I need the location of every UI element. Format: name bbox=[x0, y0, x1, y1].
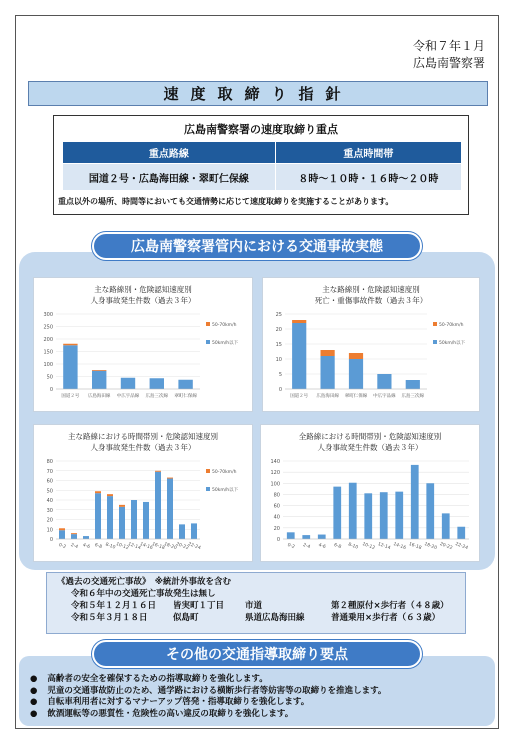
bar-under50 bbox=[191, 523, 197, 539]
y-tick-label: 40 bbox=[46, 498, 53, 504]
x-tick-label: 20-22 bbox=[438, 541, 453, 552]
bar-over50 bbox=[95, 491, 101, 493]
legend-swatch-over50 bbox=[433, 322, 437, 326]
legend-swatch-under50 bbox=[433, 340, 437, 344]
legend-swatch-under50 bbox=[206, 487, 210, 491]
x-tick-label: 中広宇品線 bbox=[116, 394, 140, 399]
bar-over50 bbox=[71, 533, 77, 534]
x-tick-label: 12-14 bbox=[127, 541, 142, 552]
bullet-item: ● 自転車利用者に対するマナーアップ啓発・指導取締りを強化します。 bbox=[30, 697, 386, 709]
y-tick-label: 100 bbox=[43, 362, 53, 368]
x-tick-label: 中広宇品線 bbox=[373, 394, 396, 399]
bar-under50 bbox=[167, 479, 173, 539]
legend-label-under50: 50km/h以下 bbox=[212, 488, 239, 493]
bar-over50 bbox=[59, 528, 65, 530]
chart-title-4: 全路線における時間帯別・危険認知速度別 bbox=[298, 432, 442, 441]
y-tick-label: 10 bbox=[46, 527, 53, 534]
section-banner-accidents: 広島南警察署管内における交通事故実態 bbox=[92, 232, 422, 260]
chart-svg bbox=[34, 278, 252, 411]
bar-under50 bbox=[150, 378, 164, 389]
bar-under50 bbox=[377, 374, 391, 389]
bar-over50 bbox=[349, 353, 363, 359]
y-tick-label: 60 bbox=[273, 503, 280, 510]
y-tick-label: 250 bbox=[43, 324, 53, 331]
bar-under50 bbox=[406, 380, 420, 389]
x-tick-label: 0-2 bbox=[286, 542, 296, 551]
bar-over50 bbox=[321, 350, 335, 356]
fatal-place: 似島町 bbox=[173, 613, 199, 623]
chart-svg bbox=[263, 278, 479, 411]
bar-under50 bbox=[302, 535, 310, 539]
bar-under50 bbox=[121, 378, 135, 389]
legend-swatch-under50 bbox=[206, 340, 210, 344]
fatal-road: 市道 bbox=[245, 601, 263, 611]
bar-under50 bbox=[442, 513, 450, 539]
y-tick-label: 40 bbox=[273, 514, 280, 521]
bar-over50 bbox=[63, 344, 77, 346]
x-tick-label: 広島海田線 bbox=[87, 394, 111, 399]
x-tick-label: 広島海田線 bbox=[316, 394, 339, 399]
bar-over50 bbox=[119, 505, 125, 507]
bar-under50 bbox=[131, 500, 137, 539]
bar-under50 bbox=[349, 483, 357, 539]
x-tick-label: 18-20 bbox=[423, 541, 438, 552]
y-tick-label: 5 bbox=[278, 372, 282, 378]
x-tick-label: 12-14 bbox=[376, 541, 391, 552]
bar-under50 bbox=[292, 323, 306, 389]
y-tick-label: 150 bbox=[43, 349, 53, 356]
bullet-item: ● 児童の交通事故防止のため、通学路における横断歩行者等妨害等の取締りを推進します。 bbox=[30, 686, 386, 698]
x-tick-label: 22-24 bbox=[454, 541, 469, 552]
bar-over50 bbox=[92, 370, 106, 371]
bar-over50 bbox=[292, 320, 306, 323]
bar-under50 bbox=[287, 532, 295, 539]
y-tick-label: 10 bbox=[275, 357, 282, 363]
bar-under50 bbox=[71, 534, 77, 539]
bar-under50 bbox=[63, 345, 77, 389]
bullet-item: ● 高齢者の安全を確保するための指導取締りを強化します。 bbox=[30, 674, 386, 686]
legend-label-over50: 50-70km/h bbox=[212, 470, 237, 475]
x-tick-label: 18-20 bbox=[163, 541, 178, 552]
y-tick-label: 0 bbox=[276, 537, 280, 543]
x-tick-label: 10-12 bbox=[115, 541, 130, 552]
bar-under50 bbox=[457, 527, 465, 539]
y-tick-label: 60 bbox=[46, 478, 53, 485]
chart-route-injury bbox=[33, 277, 253, 412]
y-tick-label: 30 bbox=[46, 507, 53, 514]
fatal-place: 皆実町１丁目 bbox=[173, 601, 225, 611]
y-tick-label: 140 bbox=[270, 459, 280, 465]
y-tick-label: 20 bbox=[46, 517, 53, 524]
y-tick-label: 50 bbox=[46, 374, 53, 381]
fatal-row bbox=[57, 612, 455, 624]
y-tick-label: 0 bbox=[49, 387, 53, 393]
section-banner-other: その他の交通指導取締り要点 bbox=[92, 640, 422, 668]
header-time: 重点時間帯 bbox=[275, 142, 461, 164]
x-tick-label: 16-18 bbox=[407, 541, 422, 552]
y-tick-label: 80 bbox=[273, 492, 280, 499]
y-tick-label: 100 bbox=[270, 481, 280, 488]
x-tick-label: 6-8 bbox=[333, 542, 342, 551]
focus-box bbox=[53, 115, 469, 215]
x-tick-label: 2-4 bbox=[302, 542, 311, 551]
x-tick-label: 広島三次線 bbox=[145, 394, 169, 399]
fatal-date: 令和５年１２月１６日 bbox=[71, 601, 157, 611]
y-tick-label: 120 bbox=[270, 470, 280, 477]
x-tick-label: 翠町仁保線 bbox=[174, 394, 197, 399]
bar-under50 bbox=[95, 493, 101, 539]
bar-under50 bbox=[107, 496, 113, 539]
x-tick-label: 2-4 bbox=[69, 542, 79, 551]
fatal-heading: 《過去の交通死亡事故》 ※統計外事故を含む bbox=[57, 577, 232, 587]
y-tick-label: 80 bbox=[46, 459, 53, 465]
x-tick-label: 6-8 bbox=[93, 542, 103, 551]
bar-under50 bbox=[179, 524, 185, 539]
bar-under50 bbox=[143, 502, 149, 539]
y-tick-label: 20 bbox=[275, 327, 282, 333]
y-tick-label: 15 bbox=[275, 342, 282, 348]
legend-label-over50: 50-70km/h bbox=[212, 323, 237, 328]
x-tick-label: 14-16 bbox=[139, 541, 154, 552]
chart-time-main bbox=[33, 424, 253, 562]
bullet-list bbox=[30, 674, 386, 720]
bar-under50 bbox=[333, 487, 341, 539]
x-tick-label: 8-10 bbox=[104, 542, 116, 551]
chart-svg bbox=[261, 425, 479, 561]
bullet-item: ● 飲酒運転等の悪質性・危険性の高い違反の取締りを強化します。 bbox=[30, 709, 386, 721]
focus-note: 重点以外の場所、時間等においても交通情勢に応じて速度取締りを実施することがあります。 bbox=[58, 197, 394, 206]
date-text: 令和７年１月 bbox=[412, 39, 485, 53]
bar-under50 bbox=[59, 530, 65, 539]
focus-route: 国道２号・広島海田線・翠町仁保線 bbox=[63, 164, 276, 191]
date-block bbox=[413, 38, 485, 72]
x-tick-label: 20-22 bbox=[175, 541, 190, 552]
bar-under50 bbox=[411, 465, 419, 539]
station-name: 広島南警察署 bbox=[412, 56, 485, 70]
focus-time: ８時～１０時・１６時～２０時 bbox=[275, 164, 461, 191]
bar-under50 bbox=[178, 380, 192, 389]
bar-over50 bbox=[107, 494, 113, 496]
bar-over50 bbox=[155, 471, 161, 472]
y-tick-label: 25 bbox=[275, 312, 282, 318]
y-tick-label: 0 bbox=[49, 537, 53, 543]
x-tick-label: 8-10 bbox=[347, 542, 359, 551]
fatal-road: 県道広島海田線 bbox=[245, 613, 305, 623]
bar-under50 bbox=[349, 359, 363, 389]
chart-title-1: 主な路線別・危険認知速度別 bbox=[94, 285, 192, 294]
focus-title: 広島南警察署の速度取締り重点 bbox=[184, 123, 338, 136]
focus-table bbox=[62, 141, 462, 191]
legend-swatch-over50 bbox=[206, 469, 210, 473]
fatal-detail: 第２種原付×歩行者（４８歳） bbox=[331, 601, 449, 611]
y-tick-label: 50 bbox=[46, 488, 53, 495]
bar-under50 bbox=[318, 535, 326, 539]
fatal-date: 令和５年３月１８日 bbox=[71, 613, 148, 623]
chart-subtitle-1: 人身事故発生件数（過去３年） bbox=[90, 296, 196, 305]
header-route: 重点路線 bbox=[63, 142, 276, 164]
chart-subtitle-3: 人身事故発生件数（過去３年） bbox=[90, 443, 196, 452]
y-tick-label: 0 bbox=[278, 387, 282, 393]
x-tick-label: 0-2 bbox=[57, 542, 67, 551]
x-tick-label: 国道２号 bbox=[61, 394, 80, 399]
x-tick-label: 翠町仁保線 bbox=[344, 394, 368, 399]
y-tick-label: 20 bbox=[273, 525, 280, 532]
legend-label-under50: 50km/h以下 bbox=[439, 341, 466, 346]
x-tick-label: 4-6 bbox=[317, 542, 327, 551]
bar-under50 bbox=[395, 492, 403, 539]
legend-swatch-over50 bbox=[206, 322, 210, 326]
x-tick-label: 10-12 bbox=[361, 541, 376, 552]
chart-svg bbox=[34, 425, 252, 561]
y-tick-label: 70 bbox=[46, 468, 53, 475]
bar-under50 bbox=[364, 493, 372, 539]
chart-subtitle-4: 人身事故発生件数（過去３年） bbox=[317, 443, 423, 452]
bar-under50 bbox=[380, 492, 388, 539]
x-tick-label: 14-16 bbox=[392, 541, 407, 552]
bar-under50 bbox=[92, 371, 106, 389]
x-tick-label: 16-18 bbox=[151, 541, 166, 552]
chart-time-all bbox=[260, 424, 480, 562]
bar-over50 bbox=[167, 478, 173, 479]
x-tick-label: 22-24 bbox=[187, 541, 202, 552]
x-tick-label: 広島三次線 bbox=[401, 394, 425, 399]
fatal-none-text: 令和６年中の交通死亡事故発生は無し bbox=[71, 589, 216, 599]
bar-under50 bbox=[83, 536, 89, 539]
bar-under50 bbox=[426, 483, 434, 539]
x-tick-label: 国道２号 bbox=[290, 394, 309, 399]
bar-under50 bbox=[119, 507, 125, 539]
page-title: 速度取締り指針 bbox=[28, 81, 488, 106]
y-tick-label: 200 bbox=[43, 337, 53, 343]
legend-label-over50: 50-70km/h bbox=[439, 323, 464, 328]
chart-route-fatal bbox=[262, 277, 480, 412]
chart-subtitle-2: 死亡・重傷事故件数（過去３年） bbox=[314, 296, 428, 305]
y-tick-label: 300 bbox=[43, 312, 53, 318]
fatal-detail: 普通乗用×歩行者（６３歳） bbox=[331, 613, 441, 623]
bar-under50 bbox=[155, 472, 161, 539]
chart-title-2: 主な路線別・危険認知速度別 bbox=[322, 285, 420, 294]
fatal-accidents-box bbox=[46, 572, 466, 634]
fatal-row bbox=[57, 600, 455, 612]
chart-title-3: 主な路線における時間帯別・危険認知速度別 bbox=[68, 432, 218, 441]
bar-under50 bbox=[321, 356, 335, 389]
x-tick-label: 4-6 bbox=[81, 542, 91, 551]
legend-label-under50: 50km/h以下 bbox=[212, 341, 239, 346]
